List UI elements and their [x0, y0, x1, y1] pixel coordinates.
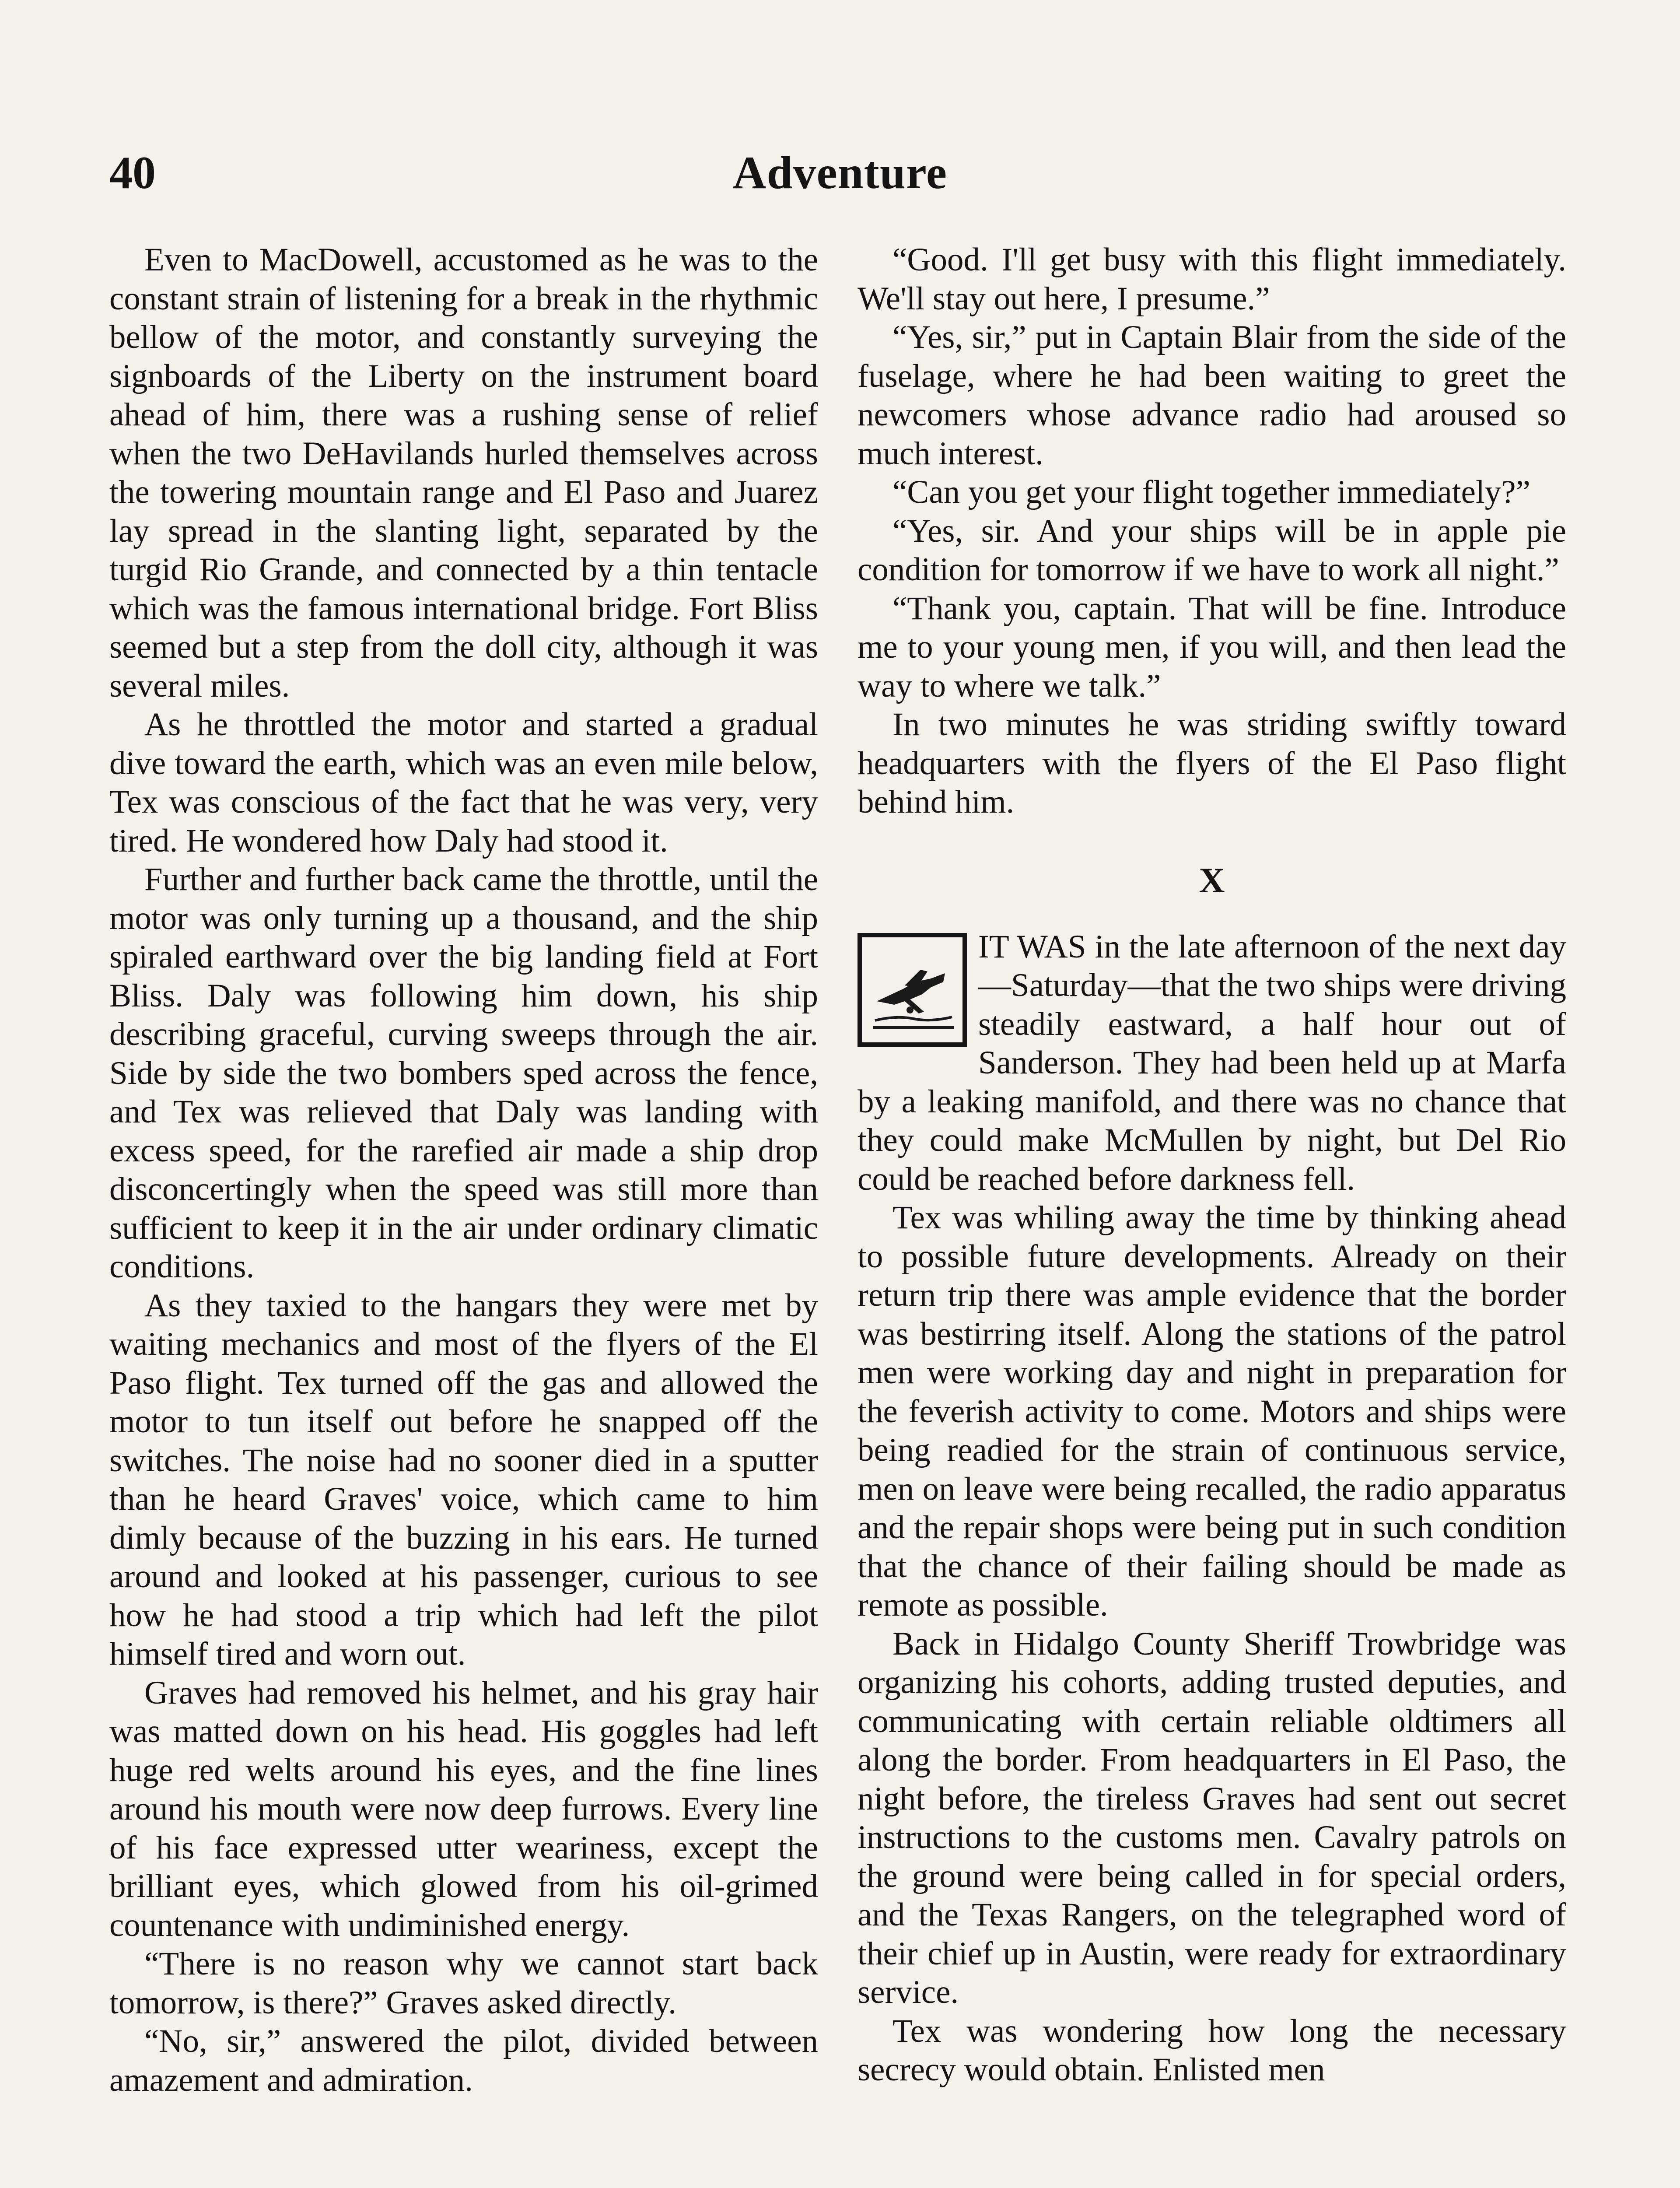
paragraph: Tex was whiling away the time by thinking ahead to possible future developments. Already on their return trip there was ample evidence that the border was bestirring itself. Along the stations of the patrol men were working day and night in preparation for the feverish activity to come. Motors and ships were being readied for the strain of continuous service, men on leave were being recalled, the radio apparatus and the repair shops were being put in such condition that the chance of their failing should be made as remote as possible.: [858, 1199, 1566, 1623]
right-column: [858, 241, 1566, 2090]
paragraph: Tex was wondering how long the necessary secrecy would obtain. Enlisted men: [858, 2013, 1566, 2088]
section-number: X: [1199, 860, 1225, 900]
page-header: [109, 144, 1571, 210]
paragraph: “There is no reason why we cannot start back tomorrow, is there?” Graves asked directly.: [109, 1946, 818, 2021]
paragraph: As he throttled the motor and started a gradual dive toward the earth, which was an even mile below, Tex was conscious of the fact that he was very, very tired. He wondered how Daly had stood it.: [109, 706, 818, 859]
paragraph: “Yes, sir,” put in Captain Blair from the side of the fuselage, where he had been waiting to greet the newcomers whose advance radio had aroused so much interest.: [858, 319, 1566, 472]
paragraph: “Thank you, captain. That will be fine. Introduce me to your young men, if you will, and then lead the way to where we talk.”: [858, 590, 1566, 704]
paragraph: Back in Hidalgo County Sheriff Trowbridge was organizing his cohorts, adding trusted deputies, and communicating with certain reliable oldtimers all along the border. From headquarters in El Paso, the night before, the tireless Graves had sent out secret instructions to the customs men. Cavalry patrols on the ground were being called in for special orders, and the Texas Rangers, on the telegraphed word of their chief up in Austin, were ready for extraordinary service.: [858, 1625, 1566, 2010]
paragraph: “No, sir,” answered the pilot, divided between amazement and admiration.: [109, 2023, 818, 2098]
paragraph: As they taxied to the hangars they were met by waiting mechanics and most of the flyers of the El Paso flight. Tex turned off the gas and allowed the motor to tun itself out before he snapped off the switches. The noise had no sooner died in a sputter than he heard Graves' voice, which came to him dimly because of the buzzing in his ears. He turned around and looked at his passenger, curious to see how he had stood a trip which had left the pilot himself tired and worn out.: [109, 1287, 818, 1672]
airplane-illustration-icon: [858, 933, 967, 1047]
left-column: [109, 241, 818, 2100]
paragraph: Further and further back came the throttle, until the motor was only turning up a thousand, and the ship spiraled earthward over the big landing field at Fort Bliss. Daly was following him down, his ship describing graceful, curving sweeps through the air. Side by side the two bombers sped across the fence, and Tex was relieved that Daly was landing with excess speed, for the rarefied air made a ship drop disconcertingly when the speed was still more than sufficient to keep it in the air under ordinary climatic conditions.: [109, 861, 818, 1285]
page-number: 40: [109, 147, 156, 198]
magazine-title: Adventure: [733, 147, 947, 198]
paragraph: Even to MacDowell, accustomed as he was to the constant strain of listening for a break in the rhythmic bellow of the motor, and constantly surveying the signboards of the Liberty on the instrument board ahead of him, there was a rushing sense of relief when the two DeHavilands hurled themselves across the towering mountain range and El Paso and Juarez lay spread in the slanting light, separated by the turgid Rio Grande, and connected by a thin tentacle which was the famous international bridge. Fort Bliss seemed but a step from the doll city, although it was several miles.: [109, 242, 818, 704]
paragraph: Graves had removed his helmet, and his gray hair was matted down on his head. His goggles had left huge red welts around his eyes, and the fine lines around his mouth were now deep furrows. Every line of his face expressed utter weariness, except the brilliant eyes, which glowed from his oil-grimed countenance with undiminished energy.: [109, 1674, 818, 1943]
paragraph: “Can you get your flight together immediately?”: [892, 474, 1530, 510]
paragraph: In two minutes he was striding swiftly toward headquarters with the flyers of the El Paso flight behind him.: [858, 706, 1566, 820]
paragraph: “Yes, sir. And your ships will be in apple pie condition for tomorrow if we have to work all night.”: [858, 512, 1566, 588]
section-opening-paragraph: IT WAS in the late afternoon of the next day—Saturday—that the two ships were driving steadily eastward, a half hour out of Sanderson. They had been held up at Marfa by a leaking manifold, and there was no chance that they could make McMullen by night, but Del Rio could be reached before darkness fell.: [858, 928, 1566, 1197]
airplane-drawing: [870, 947, 957, 1034]
paragraph: “Good. I'll get busy with this flight immediately. We'll stay out here, I presume.”: [858, 242, 1566, 317]
